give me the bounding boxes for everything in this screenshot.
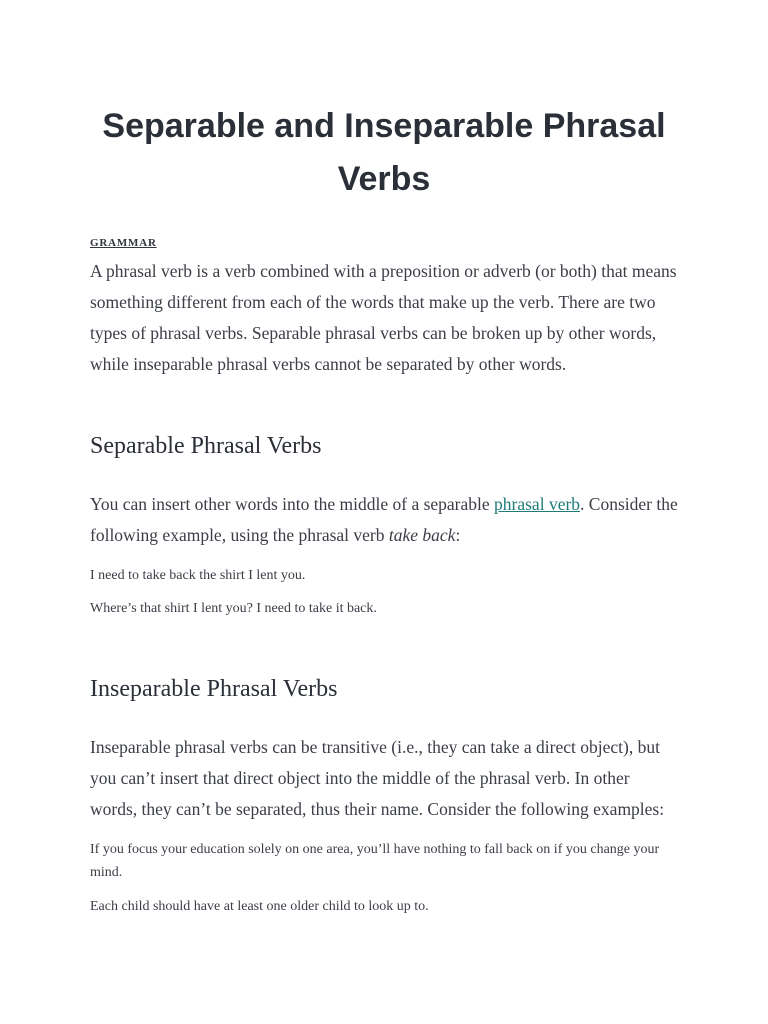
separable-emphasis: take back <box>388 525 456 545</box>
separable-example-1: I need to take back the shirt I lent you. <box>90 568 306 583</box>
separable-text-end: : <box>455 525 461 545</box>
inseparable-heading: Inseparable Phrasal Verbs <box>90 676 338 702</box>
inseparable-example-1: If you focus your education solely on one area, you’ll have nothing to fall back on if you change your mind. <box>90 842 660 880</box>
intro-paragraph: A phrasal verb is a verb combined with a preposition or adverb (or both) that means something different from each of the words that make up the verb. There are two types of phrasal verbs. Separable phrasal verbs can be broken up by other words, while inseparable phrasal verbs cannot be separated by other words. <box>90 261 677 374</box>
separable-text-middle: . Consider the following example, using the phrasal verb <box>90 494 678 545</box>
inseparable-example-2: Each child should have at least one older child to look up to. <box>90 899 429 914</box>
phrasal-verb-link[interactable]: phrasal verb <box>494 494 581 514</box>
separable-heading: Separable Phrasal Verbs <box>90 433 322 459</box>
inseparable-paragraph: Inseparable phrasal verbs can be transitive (i.e., they can take a direct object), but you can’t insert that direct object into the middle of the phrasal verb. In other words, they can’t be separated, thus their name. Consider the following examples: <box>90 737 665 819</box>
separable-text-start: You can insert other words into the middle of a separable <box>90 494 495 514</box>
separable-example-2: Where’s that shirt I lent you? I need to take it back. <box>90 601 377 616</box>
category-tag[interactable]: GRAMMAR <box>90 237 157 249</box>
separable-paragraph <box>90 489 678 551</box>
page-title: Separable and Inseparable Phrasal Verbs <box>102 107 666 198</box>
